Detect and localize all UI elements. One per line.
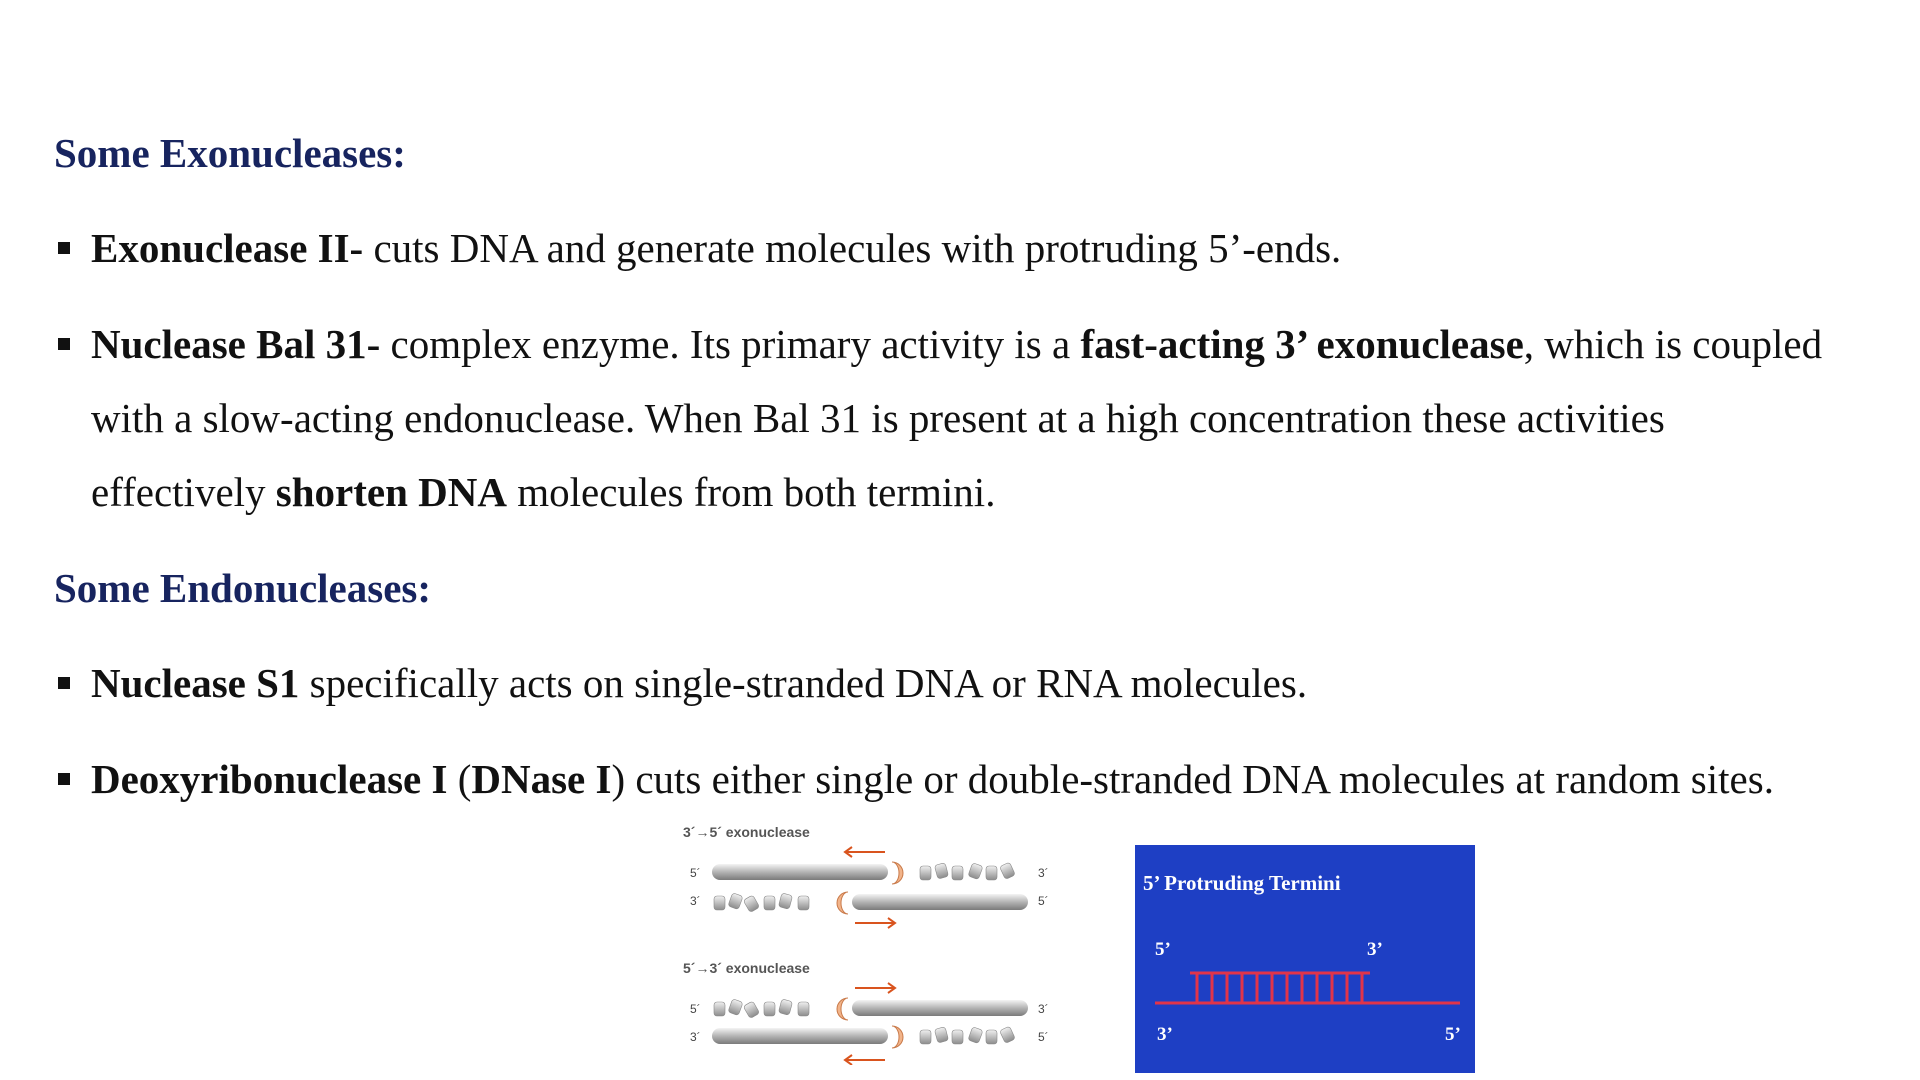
exonuclease-enzyme-shape [892, 862, 903, 884]
term-exonuclease-ii: Exonuclease II- [91, 225, 364, 271]
diagram-label-5to3: 5´→3´ exonuclease [683, 960, 810, 976]
protruding-termini-diagram [1135, 845, 1475, 1073]
end-label: 5’ [1155, 939, 1171, 960]
description: complex enzyme. Its primary activity is a [380, 321, 1081, 367]
end-label: 3’ [1367, 939, 1383, 960]
end-label: 3´ [690, 1030, 701, 1044]
dna-strands [1155, 973, 1460, 1003]
emphasis: shorten DNA [275, 469, 507, 515]
description: cuts DNA and generate molecules with protruding 5’-ends. [363, 225, 1342, 271]
description: ) cuts either single or double-stranded DNA molecules at random sites. [611, 756, 1774, 802]
end-label: 3´ [1038, 866, 1049, 880]
diagram-label-3to5: 3´→5´ exonuclease [683, 824, 810, 840]
exonucleases-heading: Some Exonucleases: [54, 130, 406, 176]
bullet-marker [58, 242, 70, 254]
dna-strand-rod [712, 864, 888, 880]
dna-strand-rod [712, 1028, 888, 1044]
end-label: 5´ [1038, 1030, 1049, 1044]
description: ( [447, 756, 472, 802]
exonuclease-enzyme-shape [837, 998, 848, 1020]
list-item [58, 211, 1838, 285]
dna-strand-rod [852, 894, 1028, 910]
term-deoxyribonuclease-i: Deoxyribonuclease I [91, 756, 448, 802]
exonuclease-enzyme-shape [892, 1026, 903, 1048]
bullet-text [91, 307, 1838, 529]
end-label: 5´ [690, 866, 701, 880]
end-label: 3´ [1038, 1002, 1049, 1016]
list-item [58, 742, 1838, 816]
term-dnase-i: DNase I [471, 756, 612, 802]
bullet-marker [58, 773, 70, 785]
dna-strand-rod [852, 1000, 1028, 1016]
term-nuclease-s1: Nuclease S1 [91, 660, 300, 706]
term-nuclease-bal31: Nuclease Bal 31- [91, 321, 381, 367]
bullet-marker [58, 677, 70, 689]
bullet-text [91, 742, 1838, 816]
endonucleases-heading: Some Endonucleases: [54, 565, 432, 611]
end-label: 5´ [690, 1002, 701, 1016]
description: , which is coupled with a slow-acting endonuclease. When Bal 31 is present at a high concentration these activities effectively [91, 321, 1823, 515]
emphasis: fast-acting 3’ exonuclease [1080, 321, 1524, 367]
exonuclease-diagram [680, 820, 1060, 1065]
end-label: 5’ [1445, 1024, 1461, 1045]
direction-arrows [845, 983, 895, 1065]
list-item [58, 307, 1838, 529]
list-item [58, 646, 1838, 720]
exonuclease-enzyme-shape [837, 892, 848, 914]
bullet-text [91, 211, 1838, 285]
end-label: 5´ [1038, 894, 1049, 908]
description: molecules from both termini. [506, 469, 996, 515]
end-label: 3´ [690, 894, 701, 908]
description: specifically acts on single-stranded DNA or RNA molecules. [299, 660, 1308, 706]
bullet-marker [58, 338, 70, 350]
protruding-termini-panel [1135, 845, 1475, 1073]
base-pairs [1197, 973, 1362, 1003]
end-label: 3’ [1157, 1024, 1173, 1045]
panel-title: 5’ Protruding Termini [1143, 871, 1341, 895]
bullet-text [91, 646, 1838, 720]
direction-arrows [845, 847, 895, 928]
